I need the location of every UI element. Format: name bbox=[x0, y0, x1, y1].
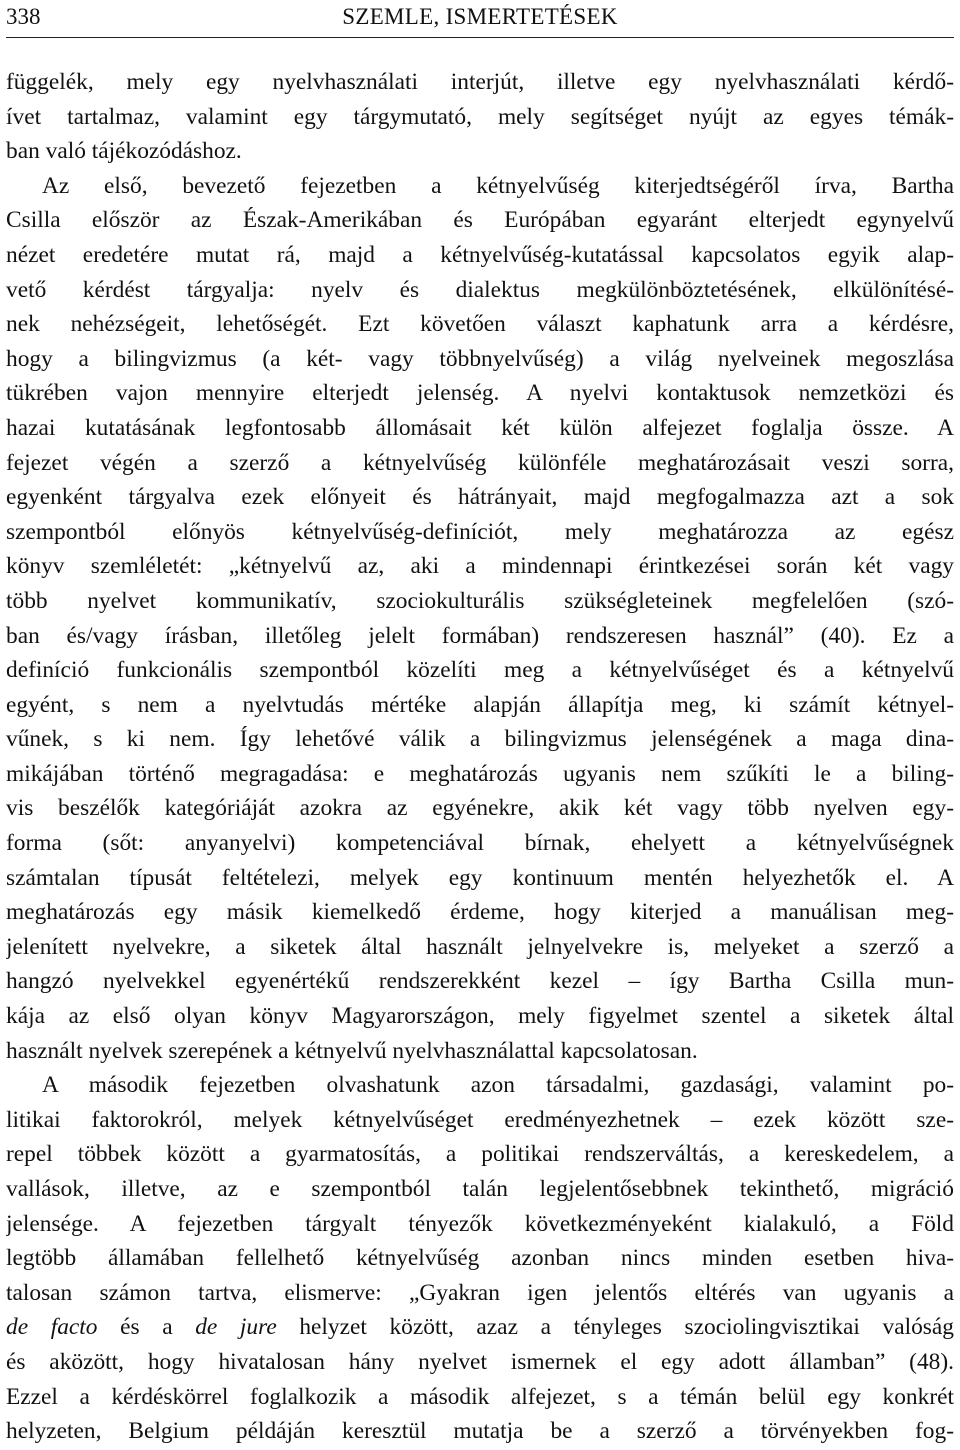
text-line: hangzó nyelvekkel egyenértékű rendszerekként kezel – így Bartha Csilla mun- bbox=[6, 968, 954, 995]
text-line: repel többek között a gyarmatosítás, a politikai rendszerváltás, a kereskedelem, a bbox=[6, 1141, 954, 1168]
text-line: több nyelvet kommunikatív, szociokulturális szükségleteinek megfelelően (szó- bbox=[6, 587, 954, 614]
text-line: meghatározás egy másik kiemelkedő érdeme, hogy kiterjed a manuálisan meg- bbox=[6, 899, 954, 926]
text-line: és aközött, hogy hivatalosan hány nyelvet ismernek el egy adott államban” (48). bbox=[6, 1348, 954, 1375]
paragraph-first-line: Az első, bevezető fejezetben a kétnyelvűség kiterjedtségéről írva, Bartha bbox=[42, 172, 954, 199]
text-line: forma (sőt: anyanyelvi) kompetenciával bírnak, ehelyett a kétnyelvűségnek bbox=[6, 830, 954, 857]
text-line: vis beszélők kategóriáját azokra az egyénekre, akik két vagy több nyelven egy- bbox=[6, 795, 954, 822]
header-rule bbox=[6, 37, 954, 38]
paragraph-first-line: A második fejezetben olvashatunk azon társadalmi, gazdasági, valamint po- bbox=[42, 1072, 954, 1099]
text-line: Ezzel a kérdéskörrel foglalkozik a második alfejezet, s a témán belül egy konkrét bbox=[6, 1383, 954, 1410]
text-line: nek nehézségeit, lehetőségét. Ezt követően választ kaphatunk arra a kérdésre, bbox=[6, 311, 954, 338]
text-line: vűnek, s ki nem. Így lehetővé válik a bilingvizmus jelenségének a maga dina- bbox=[6, 726, 954, 753]
page-number: 338 bbox=[6, 4, 41, 29]
text-line: jelensége. A fejezetben tárgyalt tényezők következményeként kialakuló, a Föld bbox=[6, 1210, 954, 1237]
text-line: legtöbb államában fellelhető kétnyelvűség azonban nincs minden esetben hiva- bbox=[6, 1245, 954, 1272]
body-text bbox=[6, 65, 954, 1449]
text-line: ívet tartalmaz, valamint egy tárgymutató, mely segítséget nyújt az egyes témák- bbox=[6, 103, 954, 130]
text-line: talosan számon tartva, elismerve: „Gyakran igen jelentős eltérés van ugyanis a bbox=[6, 1279, 954, 1306]
italic-phrase: de facto bbox=[6, 1314, 98, 1341]
running-title: SZEMLE, ISMERTETÉSEK bbox=[342, 4, 618, 29]
text-line: könyv szemléletét: „kétnyelvű az, aki a mindennapi érintkezései során két vagy bbox=[6, 553, 954, 580]
text-line-with-italics bbox=[6, 1310, 954, 1345]
text-line: egyént, s nem a nyelvtudás mértéke alapján állapítja meg, ki számít kétnyel- bbox=[6, 691, 954, 718]
text-line: litikai faktorokról, melyek kétnyelvűséget eredményezhetnek – ezek között sze- bbox=[6, 1106, 954, 1133]
running-header bbox=[6, 0, 954, 40]
text-fragment: és a bbox=[97, 1314, 196, 1341]
italic-phrase: de jure bbox=[195, 1314, 277, 1341]
text-line: fejezet végén a szerző a kétnyelvűség különféle meghatározásait veszi sorra, bbox=[6, 449, 954, 476]
text-line: mikájában történő megragadása: e meghatározás ugyanis nem szűkíti le a biling- bbox=[6, 760, 954, 787]
text-line: használt nyelvek szerepének a kétnyelvű nyelvhasználattal kapcsolatosan. bbox=[6, 1037, 698, 1064]
text-line: helyzeten, Belgium példáján keresztül mutatja be a szerző a törvényekben fog- bbox=[6, 1418, 954, 1445]
text-line: definíció funkcionális szempontból közelíti meg a kétnyelvűséget és a kétnyelvű bbox=[6, 657, 954, 684]
text-line: nézet eredetére mutat rá, majd a kétnyelvűség-kutatással kapcsolatos egyik alap- bbox=[6, 241, 954, 268]
text-line: tükrében vajon mennyire elterjedt jelenség. A nyelvi kontaktusok nemzetközi és bbox=[6, 380, 954, 407]
text-line: vető kérdést tárgyalja: nyelv és dialektus megkülönböztetésének, elkülönítésé- bbox=[6, 276, 954, 303]
text-line: Csilla először az Észak-Amerikában és Európában egyaránt elterjedt egynyelvű bbox=[6, 207, 954, 234]
text-line: egyenként tárgyalva ezek előnyeit és hátrányait, majd megfogalmazza azt a sok bbox=[6, 484, 954, 511]
text-line: vallások, illetve, az e szempontból talán legjelentősebbnek tekinthető, migráció bbox=[6, 1176, 954, 1202]
text-line: szempontból előnyös kétnyelvűség-definíciót, mely meghatározza az egész bbox=[6, 518, 954, 545]
text-line: ban és/vagy írásban, illetőleg jelelt formában) rendszeresen használ” (40). Ez a bbox=[6, 622, 954, 649]
text-line: hazai kutatásának legfontosabb állomásait két külön alfejezet foglalja össze. A bbox=[6, 414, 954, 441]
text-line: ban való tájékozódáshoz. bbox=[6, 138, 242, 165]
text-fragment: helyzet között, azaz a tényleges szociolingvisztikai valóság bbox=[276, 1314, 954, 1341]
text-line: függelék, mely egy nyelvhasználati interjút, illetve egy nyelvhasználati kérdő- bbox=[6, 69, 954, 95]
text-line: kája az első olyan könyv Magyarországon, mely figyelmet szentel a siketek által bbox=[6, 1003, 954, 1030]
text-line: hogy a bilingvizmus (a két- vagy többnyelvűség) a világ nyelveinek megoszlása bbox=[6, 345, 954, 372]
text-line: számtalan típusát feltételezi, melyek egy kontinuum mentén helyezhetők el. A bbox=[6, 864, 954, 891]
text-line: jelenített nyelvekre, a siketek által használt jelnyelvekre is, melyeket a szerző a bbox=[6, 933, 954, 960]
